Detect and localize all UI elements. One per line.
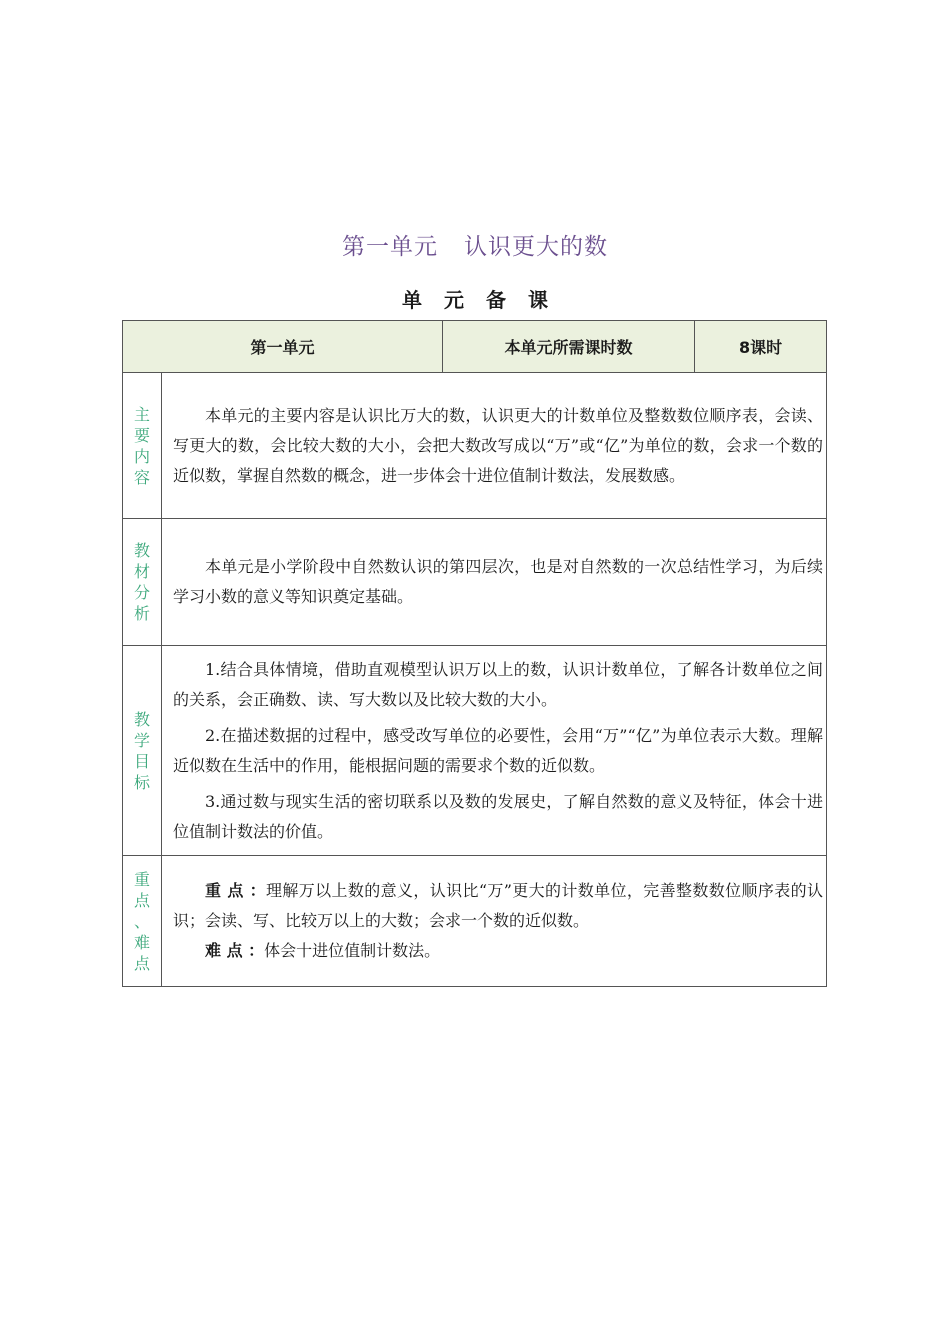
label-char: 点 [133, 890, 150, 910]
lesson-plan-table [122, 320, 827, 987]
header-unit: 第一单元 [123, 321, 443, 373]
label-char: 分 [133, 583, 150, 602]
goal-item: 3.通过数与现实生活的密切联系以及数的发展史，了解自然数的意义及特征，体会十进位值制计数法的价值。 [173, 791, 824, 841]
key-point [173, 876, 823, 936]
label-char: 、 [133, 911, 150, 931]
paragraph: 本单元的主要内容是认识比万大的数，认识更大的计数单位及整数数位顺序表，会读、写更大的数，会比较大数的大小，会把大数改写成以“万”或“亿”为单位的数，会求一个数的近似数，掌握自然数的概念，进一步体会十进位值制计数法，发展数感。 [173, 405, 824, 485]
key-difficult-text [162, 856, 827, 987]
page-subtitle: 单元备课 [402, 288, 570, 312]
label-char: 目 [133, 751, 150, 771]
difficult-point-label: 难 点 ： [205, 941, 265, 960]
label-char: 标 [133, 772, 150, 792]
row-material-analysis [123, 519, 827, 646]
goal-item: 2.在描述数据的过程中，感受改写单位的必要性，会用“万”“亿”为单位表示大数。理解近似数在生活中的作用，能根据问题的需要求个数的近似数。 [173, 725, 824, 775]
teaching-goals-text [162, 646, 827, 856]
row-label-teaching-goals [123, 646, 162, 856]
page-title [0, 228, 950, 261]
difficult-point-text: 体会十进位值制计数法。 [264, 941, 441, 960]
label-char: 教 [133, 541, 150, 560]
label-char: 点 [133, 953, 150, 973]
label-char: 要 [133, 425, 150, 445]
row-label-main-content [123, 373, 162, 519]
title-topic: 认识更大的数 [464, 234, 608, 260]
row-key-difficult [123, 856, 827, 987]
title-unit: 第一单元 [342, 234, 438, 260]
main-content-text [162, 373, 827, 519]
label-char: 内 [133, 446, 150, 466]
row-main-content [123, 373, 827, 519]
header-hours-value: 8课时 [695, 321, 827, 373]
label-char: 材 [133, 562, 150, 581]
material-analysis-text [162, 519, 827, 646]
label-char: 析 [133, 604, 150, 623]
row-label-key-difficult [123, 856, 162, 987]
label-char: 教 [133, 709, 150, 729]
header-hours-label: 本单元所需课时数 [443, 321, 695, 373]
paragraph: 本单元是小学阶段中自然数认识的第四层次，也是对自然数的一次总结性学习，为后续学习小数的意义等知识奠定基础。 [173, 557, 824, 606]
label-char: 容 [133, 467, 150, 487]
label-char: 主 [133, 404, 150, 424]
row-teaching-goals [123, 646, 827, 856]
label-char: 重 [133, 869, 150, 889]
key-point-label: 重 点 ： [205, 881, 266, 900]
row-label-material-analysis [123, 519, 162, 646]
difficult-point [173, 936, 823, 966]
goal-item: 1.结合具体情境，借助直观模型认识万以上的数，认识计数单位，了解各计数单位之间的关系，会正确数、读、写大数以及比较大数的大小。 [173, 659, 824, 709]
key-point-text: 理解万以上数的意义，认识比“万”更大的计数单位，完善整数数位顺序表的认识；会读、写、比较万以上的大数；会求一个数的近似数。 [173, 881, 823, 930]
label-char: 难 [133, 932, 150, 952]
label-char: 学 [133, 730, 150, 750]
header-row [123, 321, 827, 373]
